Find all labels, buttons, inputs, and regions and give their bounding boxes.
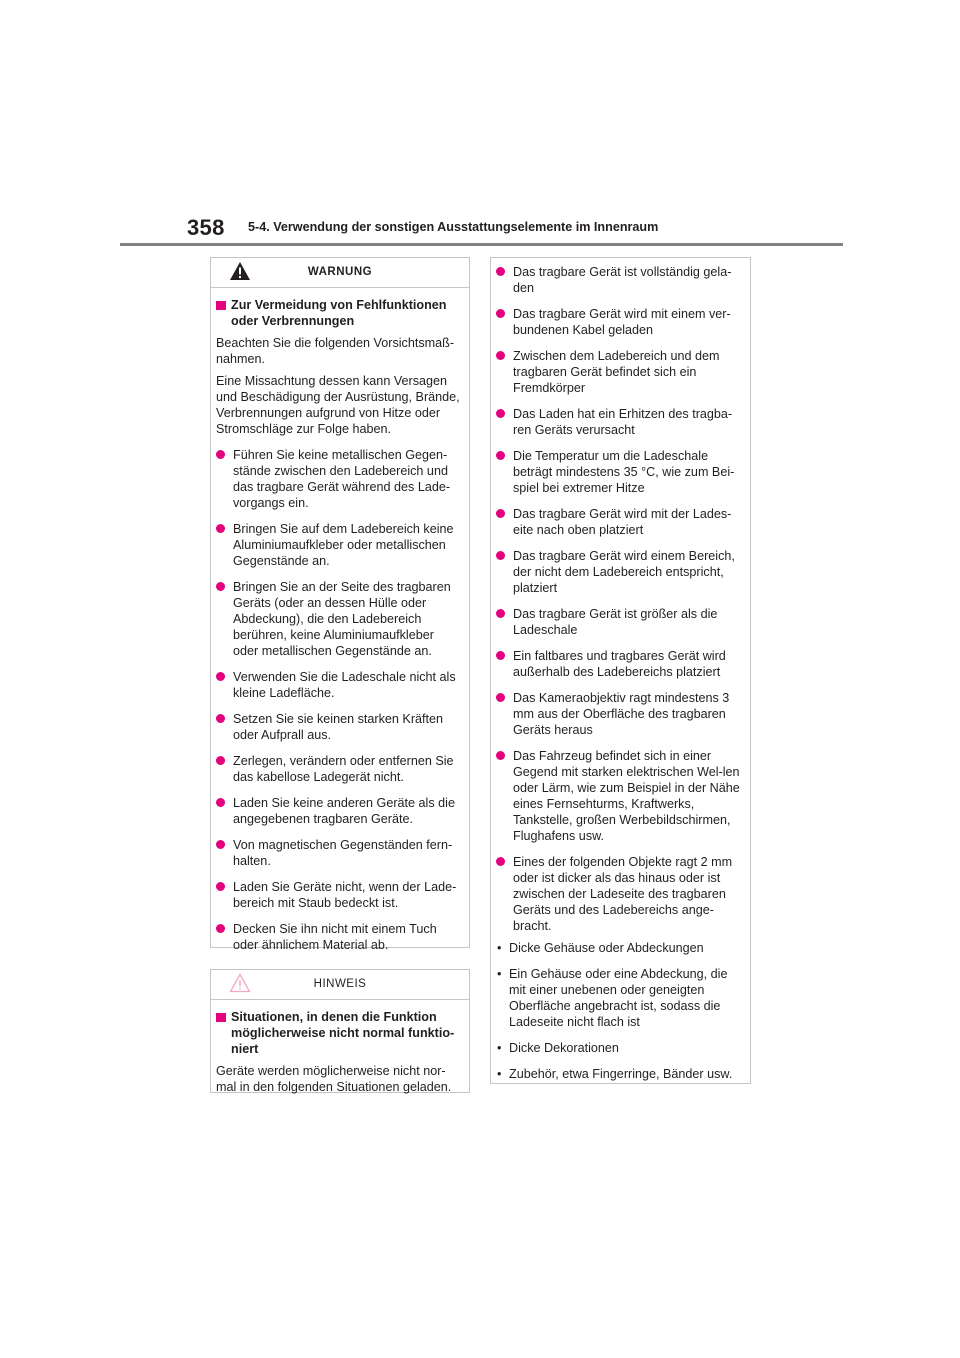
dash-text: Dicke Dekorationen bbox=[509, 1041, 619, 1055]
bullet-text: Eines der folgenden Objekte ragt 2 mm oder ist dicker als das hinaus oder ist zwischen der Ladeseite des tragbaren Geräts und des Ladebereichs ange-bracht. bbox=[513, 855, 733, 933]
warning-bullet-list bbox=[216, 447, 461, 953]
bullet-dot-icon bbox=[496, 551, 509, 560]
bullet-item bbox=[216, 795, 461, 827]
warning-paragraph: Beachten Sie die folgenden Vorsichtsmaß-nahmen. bbox=[216, 336, 455, 366]
hinweis-box bbox=[210, 969, 470, 1093]
warning-title: WARNUNG bbox=[307, 266, 373, 278]
hinweis-body bbox=[211, 1000, 469, 1107]
dash-mark: • bbox=[497, 1041, 502, 1055]
dash-mark: • bbox=[497, 941, 502, 955]
bullet-dot-icon bbox=[496, 857, 509, 866]
header-rule bbox=[120, 243, 843, 246]
warning-body bbox=[211, 288, 469, 969]
bullet-dot-icon bbox=[216, 924, 229, 933]
bullet-item bbox=[216, 669, 461, 701]
dash-text: Zubehör, etwa Fingerringe, Bänder usw. bbox=[509, 1067, 733, 1081]
bullet-dot-icon bbox=[216, 450, 229, 459]
bullet-item bbox=[216, 521, 461, 569]
bullet-dot-icon bbox=[496, 693, 509, 702]
caution-triangle-icon bbox=[229, 973, 251, 993]
bullet-dot-icon bbox=[216, 798, 229, 807]
bullet-item bbox=[216, 879, 461, 911]
bullet-dot-icon bbox=[496, 651, 509, 660]
bullet-item bbox=[216, 921, 461, 953]
bullet-text: Zwischen dem Ladebereich und dem tragbaren Gerät befindet sich ein Fremdkörper bbox=[513, 349, 720, 395]
bullet-dot-icon bbox=[216, 524, 229, 533]
bullet-text: Decken Sie ihn nicht mit einem Tuch oder ähnlichem Material ab. bbox=[233, 922, 437, 952]
bullet-dot-icon bbox=[496, 509, 509, 518]
bullet-item bbox=[216, 753, 461, 785]
bullet-item bbox=[216, 711, 461, 743]
bullet-item bbox=[496, 748, 742, 844]
hinweis-header bbox=[211, 970, 469, 1000]
bullet-item bbox=[496, 854, 742, 934]
warning-subheading-text: Zur Vermeidung von Fehlfunktionen oder Verbrennungen bbox=[231, 298, 447, 328]
page-number: 358 bbox=[187, 215, 225, 240]
bullet-text: Von magnetischen Gegenständen fern-halten. bbox=[233, 838, 453, 868]
bullet-text: Verwenden Sie die Ladeschale nicht als kleine Ladefläche. bbox=[233, 670, 456, 700]
dash-text: Dicke Gehäuse oder Abdeckungen bbox=[509, 941, 704, 955]
bullet-dot-icon bbox=[216, 672, 229, 681]
bullet-item bbox=[216, 837, 461, 869]
bullet-text: Das tragbare Gerät ist größer als die Ladeschale bbox=[513, 607, 718, 637]
warning-triangle-icon bbox=[229, 261, 251, 281]
bullet-dot-icon bbox=[216, 840, 229, 849]
dash-mark: • bbox=[497, 967, 502, 981]
bullet-item bbox=[496, 606, 742, 638]
bullet-dot-icon bbox=[496, 609, 509, 618]
bullet-text: Bringen Sie an der Seite des tragbaren Geräts (oder an dessen Hülle oder Abdeckung), die den Ladebereich berühren, keine Aluminiumaufkleber oder metallischen Gegenstände an. bbox=[233, 580, 451, 658]
bullet-item bbox=[496, 448, 742, 496]
bullet-dot-icon bbox=[496, 409, 509, 418]
square-bullet-icon bbox=[216, 301, 226, 310]
continuation-bullet-list bbox=[496, 264, 742, 934]
dash-text: Ein Gehäuse oder eine Abdeckung, die mit einer unebenen oder geneigten Oberfläche angebracht ist, sodass die Ladeseite nicht flach ist bbox=[509, 967, 728, 1029]
hinweis-title: HINWEIS bbox=[313, 978, 367, 990]
dash-item bbox=[496, 940, 742, 956]
bullet-dot-icon bbox=[496, 351, 509, 360]
bullet-text: Die Temperatur um die Ladeschale beträgt mindestens 35 °C, wie zum Bei-spiel bei extremer Hitze bbox=[513, 449, 735, 495]
bullet-dot-icon bbox=[496, 451, 509, 460]
bullet-text: Das tragbare Gerät wird mit der Lades-eite nach oben platziert bbox=[513, 507, 732, 537]
hinweis-paragraph: Geräte werden möglicherweise nicht nor-mal in den folgenden Situationen geladen. bbox=[216, 1064, 452, 1094]
warning-paragraph: Eine Missachtung dessen kann Versagen und Beschädigung der Ausrüstung, Brände, Verbrennungen aufgrund von Hitze oder Stromschläge zur Folge haben. bbox=[216, 374, 460, 436]
bullet-item bbox=[496, 406, 742, 438]
dash-mark: • bbox=[497, 1067, 502, 1081]
bullet-dot-icon bbox=[216, 756, 229, 765]
bullet-item bbox=[496, 648, 742, 680]
dash-item bbox=[496, 966, 742, 1030]
bullet-item bbox=[496, 506, 742, 538]
bullet-item bbox=[496, 306, 742, 338]
bullet-dot-icon bbox=[216, 714, 229, 723]
bullet-item bbox=[216, 447, 461, 511]
bullet-text: Das tragbare Gerät wird einem Bereich, der nicht dem Ladebereich entspricht, platziert bbox=[513, 549, 735, 595]
bullet-dot-icon bbox=[216, 882, 229, 891]
bullet-dot-icon bbox=[496, 309, 509, 318]
bullet-dot-icon bbox=[496, 751, 509, 760]
bullet-text: Setzen Sie sie keinen starken Kräften oder Aufprall aus. bbox=[233, 712, 444, 742]
bullet-item bbox=[216, 579, 461, 659]
bullet-text: Zerlegen, verändern oder entfernen Sie das kabellose Ladegerät nicht. bbox=[233, 754, 454, 784]
warning-box bbox=[210, 257, 470, 952]
hinweis-subheading bbox=[216, 1009, 461, 1057]
bullet-item bbox=[496, 548, 742, 596]
bullet-text: Ein faltbares und tragbares Gerät wird außerhalb des Ladebereichs platziert bbox=[513, 649, 726, 679]
bullet-item bbox=[496, 348, 742, 396]
bullet-item bbox=[496, 690, 742, 738]
section-title: 5-4. Verwendung der sonstigen Ausstattungselemente im Innenraum bbox=[248, 220, 659, 234]
continuation-body bbox=[491, 258, 750, 1098]
bullet-text: Führen Sie keine metallischen Gegen-stände zwischen den Ladebereich und das tragbare Gerät während des Lade-vorgangs ein. bbox=[233, 448, 451, 510]
bullet-text: Laden Sie keine anderen Geräte als die angegebenen tragbaren Geräte. bbox=[233, 796, 455, 826]
bullet-text: Bringen Sie auf dem Ladebereich keine Aluminiumaufkleber oder metallischen Gegenstände an. bbox=[233, 522, 454, 568]
bullet-text: Das Kameraobjektiv ragt mindestens 3 mm aus der Oberfläche des tragbaren Geräts heraus bbox=[513, 691, 730, 737]
bullet-dot-icon bbox=[496, 267, 509, 276]
bullet-text: Laden Sie Geräte nicht, wenn der Lade-bereich mit Staub bedeckt ist. bbox=[233, 880, 457, 910]
bullet-dot-icon bbox=[216, 582, 229, 591]
bullet-text: Das Laden hat ein Erhitzen des tragba-ren Geräts verursacht bbox=[513, 407, 733, 437]
warning-subheading bbox=[216, 297, 461, 329]
dash-item bbox=[496, 1066, 742, 1082]
hinweis-subheading-text: Situationen, in denen die Funktion möglicherweise nicht normal funktio-niert bbox=[231, 1010, 455, 1056]
dash-item bbox=[496, 1040, 742, 1056]
continuation-box bbox=[490, 257, 751, 1084]
continuation-dash-list bbox=[496, 940, 742, 1082]
square-bullet-icon bbox=[216, 1013, 226, 1022]
bullet-text: Das tragbare Gerät ist vollständig gela-den bbox=[513, 265, 732, 295]
warning-header bbox=[211, 258, 469, 288]
bullet-text: Das tragbare Gerät wird mit einem ver-bundenen Kabel geladen bbox=[513, 307, 731, 337]
bullet-text: Das Fahrzeug befindet sich in einer Gegend mit starken elektrischen Wel-len oder Lärm, wie zum Beispiel in der Nähe eines Fernsehturms, Kraftwerks, Tankstelle, großen Werbebildschirmen, Flughafens usw. bbox=[513, 749, 740, 843]
bullet-item bbox=[496, 264, 742, 296]
